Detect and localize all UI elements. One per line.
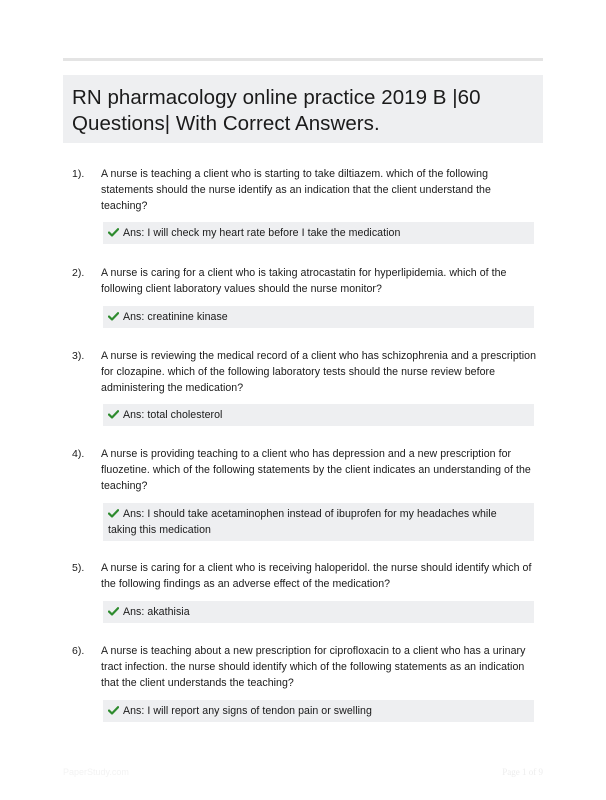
question-text: A nurse is teaching a client who is starting to take diltiazem. which of the following statements should the nurse identify as an indication that the client understand the teaching?: [101, 168, 491, 212]
answer-box: [103, 306, 534, 328]
check-icon: [108, 410, 119, 419]
question-number: 2).: [72, 267, 85, 279]
question-number: 1).: [72, 168, 85, 180]
answer-box: [103, 222, 534, 244]
answer-box: [103, 700, 534, 722]
answer-text: Ans: total cholesterol: [123, 409, 223, 421]
check-icon: [108, 706, 119, 715]
question-text: A nurse is caring for a client who is receiving haloperidol. the nurse should identify which of the following findings as an adverse effect of the medication?: [101, 562, 532, 590]
question-text: A nurse is teaching about a new prescription for ciprofloxacin to a client who has a urinary tract infection. the nurse should identify which of the following statements as an indication that the client understands the teaching?: [101, 645, 526, 689]
check-icon: [108, 509, 119, 518]
question-text: A nurse is providing teaching to a client who has depression and a new prescription for fluozetine. which of the following statements by the client indicates an understanding of the teaching?: [101, 448, 531, 492]
top-divider: [63, 58, 543, 61]
answer-text: Ans: I will report any signs of tendon pain or swelling: [123, 705, 372, 717]
watermark-text: PaperStudy.com: [63, 767, 129, 777]
question-number: 5).: [72, 562, 85, 574]
title-banner: [63, 75, 543, 143]
check-icon: [108, 607, 119, 616]
answer-text: Ans: akathisia: [123, 606, 190, 618]
question-number: 3).: [72, 350, 85, 362]
question-text: A nurse is caring for a client who is taking atrocastatin for hyperlipidemia. which of the following client laboratory values should the nurse monitor?: [101, 267, 507, 295]
answer-text: Ans: creatinine kinase: [123, 311, 228, 323]
check-icon: [108, 312, 119, 321]
question-text: A nurse is reviewing the medical record of a client who has schizophrenia and a prescription for clozapine. which of the following laboratory tests should the nurse review before administering the medication?: [101, 350, 537, 394]
check-icon: [108, 228, 119, 237]
page-indicator: Page 1 of 9: [502, 767, 543, 777]
question-number: 4).: [72, 448, 85, 460]
answer-box: [103, 601, 534, 623]
question-number: 6).: [72, 645, 85, 657]
answer-box: [103, 404, 534, 426]
answer-text: Ans: I should take acetaminophen instead of ibuprofen for my headaches while taking this medication: [108, 508, 497, 536]
document-title: RN pharmacology online practice 2019 B |60 Questions| With Correct Answers.: [72, 86, 481, 135]
answer-text: Ans: I will check my heart rate before I take the medication: [123, 227, 401, 239]
answer-box: [103, 503, 534, 541]
